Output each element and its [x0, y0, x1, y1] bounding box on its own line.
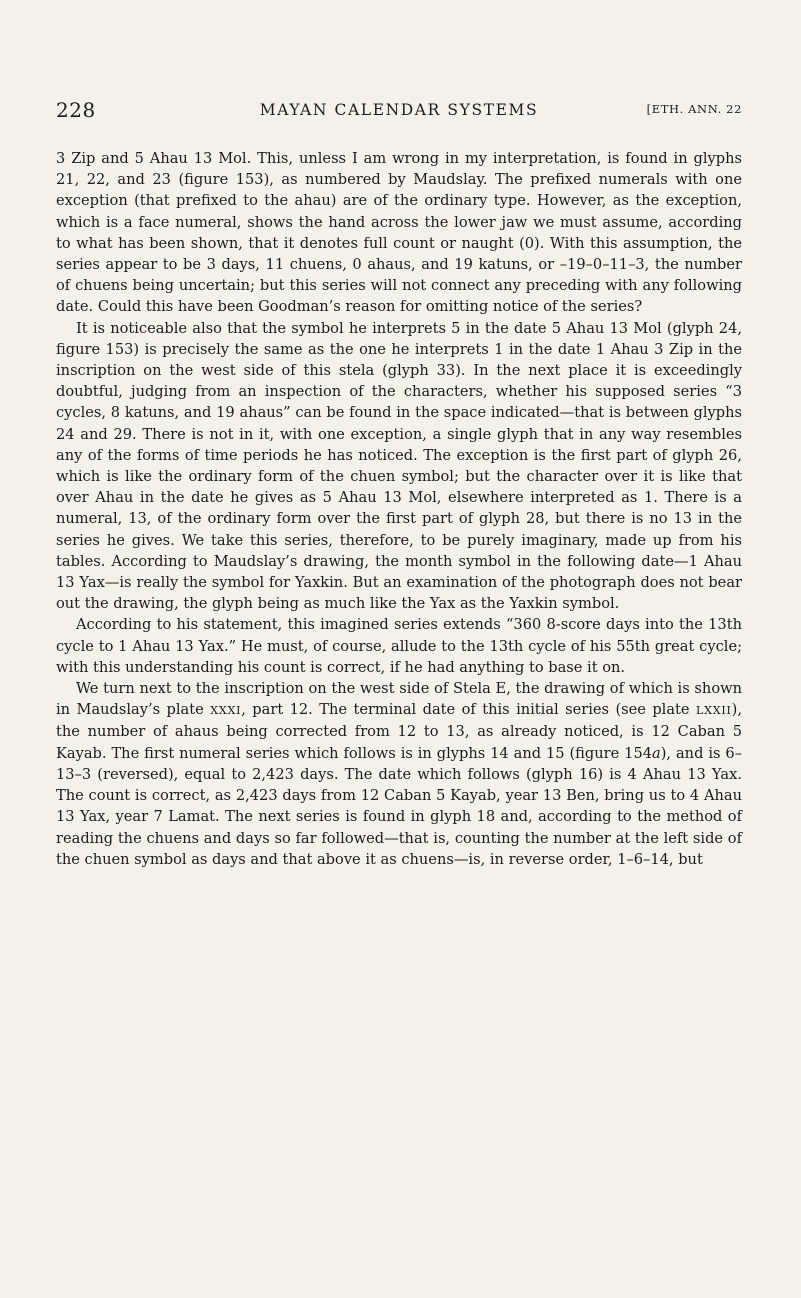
plate-ref-lxxii: LXXII — [696, 704, 732, 718]
paragraph-4-text-b: , part 12. The terminal date of this initial series (see plate — [241, 701, 690, 719]
body-text — [56, 148, 742, 870]
report-reference: [ETH. ANN. 22 — [646, 102, 742, 116]
figure-letter: a — [652, 744, 661, 762]
page-header — [56, 98, 742, 126]
paragraph-4 — [56, 678, 742, 870]
paragraph-4-text-a: We turn next to the inscription on the west side of Stela E, the drawing of which is shown in Maudslay’s plate — [56, 680, 742, 719]
page-number: 228 — [56, 98, 96, 122]
plate-ref-xxxi: XXXI — [210, 704, 242, 718]
paragraph-1: 3 Zip and 5 Ahau 13 Mol. This, unless I am wrong in my interpretation, is found in glyphs 21, 22, and 23 (figure 153), as numbered by Maudslay. The prefixed numerals with one exception (that prefixed to the ahau) are of the ordinary type. However, as the exception, which is a face numeral, shows the hand across the lower jaw we must assume, according to what has been shown, that it denotes full count or naught (0). With this assumption, the series appear to be 3 days, 11 chuens, 0 ahaus, and 19 katuns, or –19–0–11–3, the number of chuens being uncertain; but this series will not connect any preceding with any following date. Could this have been Goodman’s reason for omitting notice of the series? — [56, 150, 742, 316]
paragraph-3: According to his statement, this imagined series extends “360 8-score days into the 13th cycle to 1 Ahau 13 Yax.” He must, of course, allude to the 13th cycle of his 55th great cycle; with this understanding his count is correct, if he had anything to base it on. — [56, 616, 742, 676]
paragraph-4-text-c: ), the number of ahaus being corrected from 12 to 13, as already noticed, is 12 Caban 5 Kayab. The first numeral series which follows is in glyphs 14 and 15 (figure 154 — [56, 701, 743, 762]
running-title: MAYAN CALENDAR SYSTEMS — [259, 101, 539, 119]
paragraph-4-text-d: ), and is 6–13–3 (reversed), equal to 2,423 days. The date which follows (glyph 16) is 4 Ahau 13 Yax. The count is correct, as 2,423 days from 12 Caban 5 Kayab, year 13 Ben, bring us to 4 Ahau 13 Yax, year 7 Lamat. The next series is found in glyph 18 and, according to the method of reading the chuens and days so far followed—that is, counting the number at the left side of the chuen symbol as days and that above it as chuens—is, in reverse order, 1–6–14, but — [56, 744, 742, 868]
paragraph-2: It is noticeable also that the symbol he interprets 5 in the date 5 Ahau 13 Mol (glyph 24, figure 153) is precisely the same as the one he interprets 1 in the date 1 Ahau 3 Zip in the inscription on the west side of this stela (glyph 33). In the next place it is exceedingly doubtful, judging from an inspection of the characters, whether his supposed series “3 cycles, 8 katuns, and 19 ahaus” can be found in the space indicated—that is between glyphs 24 and 29. There is not in it, with one exception, a single glyph that in any way resembles any of the forms of time periods he has noticed. The exception is the first part of glyph 26, which is like the ordinary form of the chuen symbol; but the character over it is like that over Ahau in the date he gives as 5 Ahau 13 Mol, elsewhere interpreted as 1. There is a numeral, 13, of the ordinary form over the first part of glyph 28, but there is no 13 in the series he gives. We take this series, therefore, to be purely imaginary, made up from his tables. According to Maudslay’s drawing, the month symbol in the following date—1 Ahau 13 Yax—is really the symbol for Yaxkin. But an examination of the photograph does not bear out the drawing, the glyph being as much like the Yax as the Yaxkin symbol. — [56, 319, 742, 613]
